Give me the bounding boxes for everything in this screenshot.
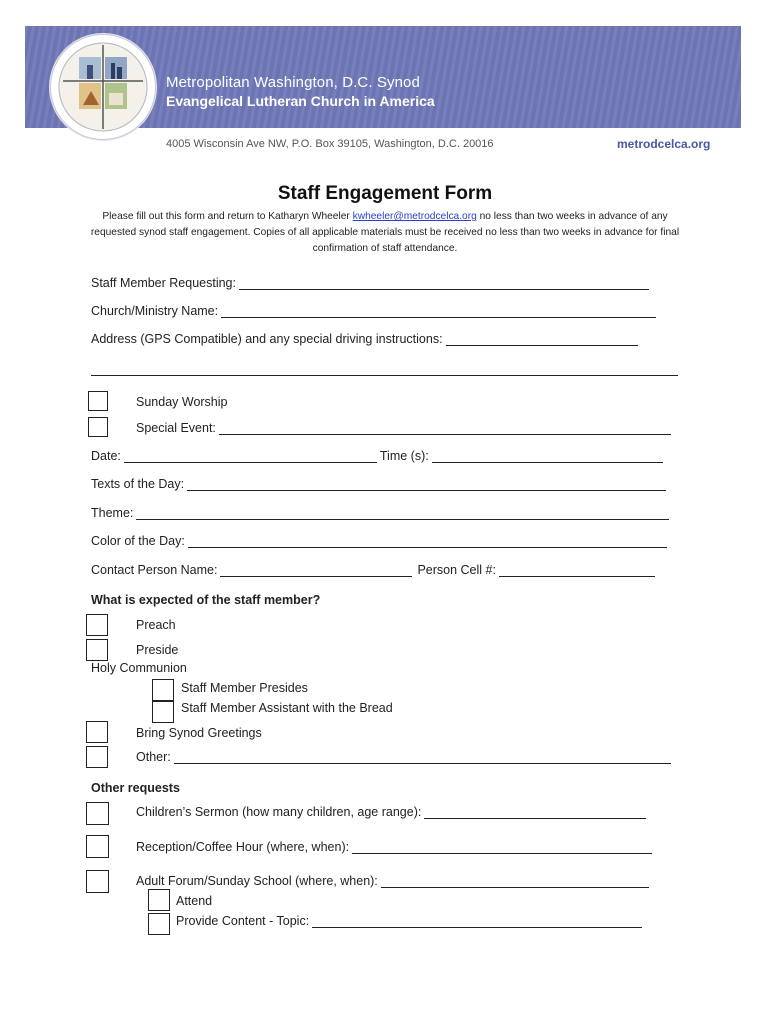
time-field[interactable] <box>432 450 663 463</box>
date-field[interactable] <box>124 450 377 463</box>
synod-website: metrodcelca.org <box>617 137 711 151</box>
texts-of-day-label: Texts of the Day: <box>91 477 185 491</box>
theme-field[interactable] <box>136 507 669 520</box>
date-time-row <box>91 449 663 463</box>
church-ministry-label: Church/Ministry Name: <box>91 304 219 318</box>
synod-address: 4005 Wisconsin Ave NW, P.O. Box 39105, Washington, D.C. 20016 <box>166 138 494 150</box>
intro-text-after: no less than two weeks in advance of any requested synod staff engagement. Copies of all applicable materials must be received no less than two weeks in advance for final confirmation of staff attendance. <box>90 211 680 254</box>
staff-presides-label: Staff Member Presides <box>181 681 308 695</box>
reception-checkbox[interactable] <box>86 835 109 858</box>
other-requests-heading: Other requests <box>91 781 180 795</box>
theme-label: Theme: <box>91 506 134 520</box>
preach-label: Preach <box>136 618 176 632</box>
reception-row <box>136 840 652 854</box>
address-field-line-2[interactable] <box>91 375 678 376</box>
synod-greetings-label: Bring Synod Greetings <box>136 726 262 740</box>
church-name: Evangelical Lutheran Church in America <box>166 93 435 109</box>
synod-name: Metropolitan Washington, D.C. Synod <box>166 74 420 91</box>
color-of-day-label: Color of the Day: <box>91 534 185 548</box>
staff-member-row <box>91 276 649 290</box>
other-label: Other: <box>136 750 171 764</box>
form-title: Staff Engagement Form <box>277 183 493 204</box>
reception-field[interactable] <box>352 841 652 854</box>
other-field[interactable] <box>174 751 671 764</box>
preside-label: Preside <box>136 643 179 657</box>
staff-member-field[interactable] <box>239 277 649 290</box>
texts-of-day-row <box>91 477 666 491</box>
date-label: Date: <box>91 449 121 463</box>
adult-forum-checkbox[interactable] <box>86 870 109 893</box>
sunday-worship-label: Sunday Worship <box>136 395 228 409</box>
childrens-sermon-label: Children’s Sermon (how many children, age range): <box>136 805 422 819</box>
synod-seal-logo <box>50 34 156 140</box>
time-label: Time (s): <box>379 449 429 463</box>
staff-presides-checkbox[interactable] <box>152 679 174 701</box>
provide-content-label: Provide Content - Topic: <box>176 914 310 928</box>
holy-communion-label: Holy Communion <box>91 661 187 675</box>
church-ministry-field[interactable] <box>221 305 656 318</box>
provide-content-row <box>176 914 642 928</box>
attend-checkbox[interactable] <box>148 889 170 911</box>
childrens-sermon-field[interactable] <box>424 806 646 819</box>
address-field[interactable] <box>446 333 638 346</box>
provide-content-field[interactable] <box>312 915 642 928</box>
contact-email-link[interactable]: kwheeler@metrodcelca.org <box>352 211 477 222</box>
staff-member-label: Staff Member Requesting: <box>91 276 236 290</box>
staff-assistant-checkbox[interactable] <box>152 701 174 723</box>
childrens-sermon-row <box>136 805 646 819</box>
contact-row <box>91 563 655 577</box>
theme-row <box>91 506 669 520</box>
form-instructions <box>86 209 684 257</box>
contact-person-field[interactable] <box>220 564 412 577</box>
synod-greetings-checkbox[interactable] <box>86 721 108 743</box>
texts-of-day-field[interactable] <box>187 478 666 491</box>
address-label: Address (GPS Compatible) and any special driving instructions: <box>91 332 443 346</box>
provide-content-checkbox[interactable] <box>148 913 170 935</box>
expected-heading: What is expected of the staff member? <box>91 593 321 607</box>
other-checkbox[interactable] <box>86 746 108 768</box>
sunday-worship-row <box>136 395 228 409</box>
special-event-label: Special Event: <box>136 421 216 435</box>
adult-forum-field[interactable] <box>381 875 649 888</box>
address-row <box>91 332 638 346</box>
contact-person-label: Contact Person Name: <box>91 563 218 577</box>
special-event-field[interactable] <box>219 422 671 435</box>
special-event-row <box>136 421 671 435</box>
church-ministry-row <box>91 304 656 318</box>
adult-forum-label: Adult Forum/Sunday School (where, when): <box>136 874 378 888</box>
color-of-day-row <box>91 534 667 548</box>
other-row <box>136 750 671 764</box>
intro-text-before: Please fill out this form and return to Katharyn Wheeler <box>102 211 353 222</box>
person-cell-field[interactable] <box>499 564 655 577</box>
color-of-day-field[interactable] <box>188 535 667 548</box>
staff-assistant-label: Staff Member Assistant with the Bread <box>181 701 393 715</box>
childrens-sermon-checkbox[interactable] <box>86 802 109 825</box>
adult-forum-row <box>136 874 649 888</box>
preside-checkbox[interactable] <box>86 639 108 661</box>
special-event-checkbox[interactable] <box>88 417 108 437</box>
reception-label: Reception/Coffee Hour (where, when): <box>136 840 350 854</box>
attend-label: Attend <box>176 894 213 908</box>
sunday-worship-checkbox[interactable] <box>88 391 108 411</box>
preach-checkbox[interactable] <box>86 614 108 636</box>
person-cell-label: Person Cell #: <box>417 563 496 577</box>
